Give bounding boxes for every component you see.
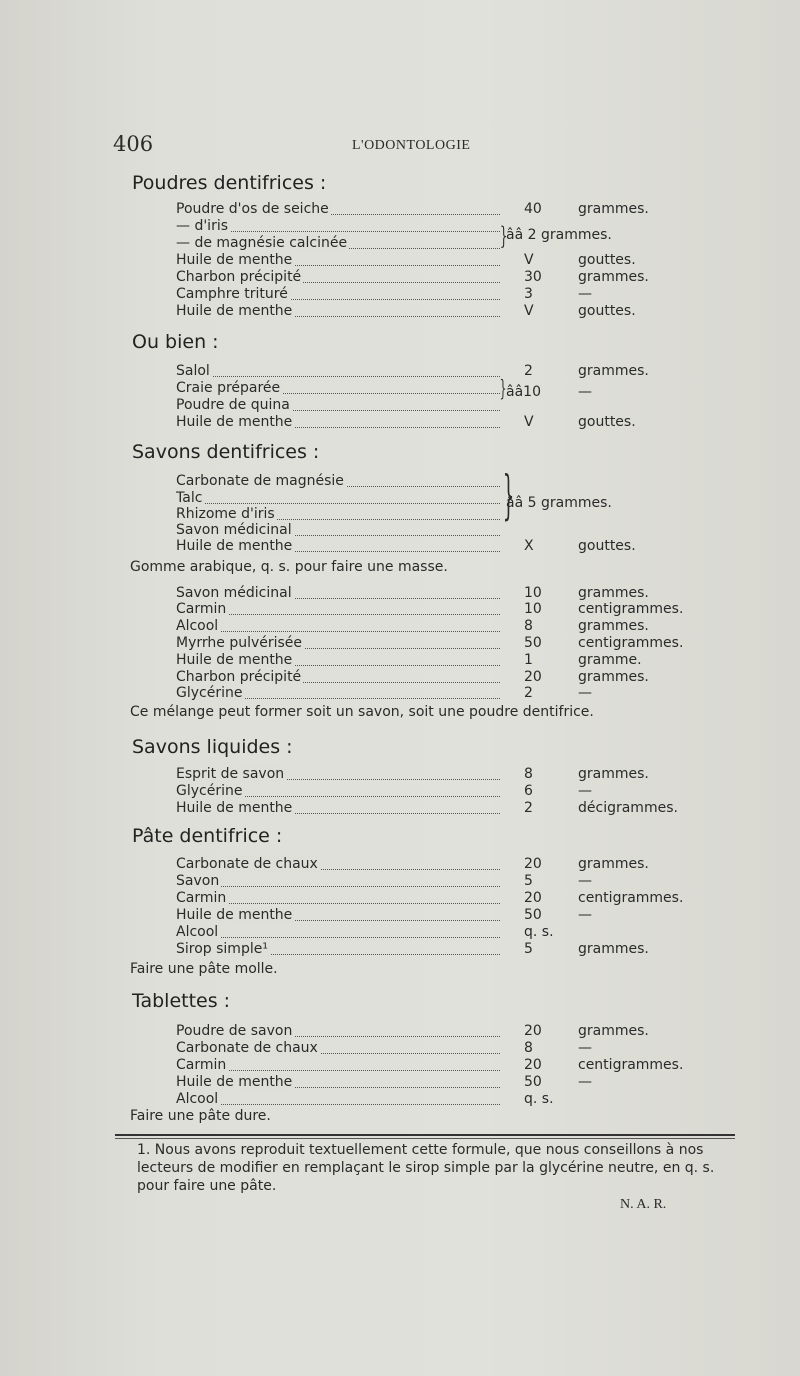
shared-unit-text: — xyxy=(578,384,592,400)
quantity: q. s. xyxy=(524,1091,554,1107)
unit: gouttes. xyxy=(578,414,636,430)
unit: grammes. xyxy=(578,618,649,634)
instruction-note: Faire une pâte molle. xyxy=(130,961,278,977)
shared-quantity-text: ââ 2 grammes. xyxy=(506,227,612,243)
quantity: 3 xyxy=(524,286,533,302)
unit: — xyxy=(578,1040,592,1056)
ingredient-name: — de magnésie calcinée xyxy=(176,235,348,251)
ingredient-name: Huile de menthe xyxy=(176,1074,293,1090)
shared-unit xyxy=(578,383,592,401)
shared-quantity-text: ââ 5 grammes. xyxy=(506,495,612,511)
ingredient-name: Savon médicinal xyxy=(176,522,292,538)
unit: — xyxy=(578,873,592,889)
ingredient-name: Huile de menthe xyxy=(176,652,293,668)
footnote-text: 1. Nous avons reproduit textuellement cette formule, que nous conseillons à nos lecteurs de modifier en remplaçant le sirop simple par la glycérine neutre, en q. s. pour faire une pâte. xyxy=(137,1142,715,1194)
ingredient-name: Huile de menthe xyxy=(176,303,293,319)
instruction-note: Ce mélange peut former soit un savon, soit une poudre dentifrice. xyxy=(130,704,594,720)
quantity: 50 xyxy=(524,907,542,923)
unit: grammes. xyxy=(578,585,649,601)
ingredient-name: Craie préparée xyxy=(176,380,281,396)
ingredient-name: Huile de menthe xyxy=(176,538,293,554)
quantity: 20 xyxy=(524,856,542,872)
instruction-note: Gomme arabique, q. s. pour faire une masse. xyxy=(130,559,448,575)
ingredient-name: Rhizome d'iris xyxy=(176,506,275,522)
instruction-note: Faire une pâte dure. xyxy=(130,1108,271,1124)
quantity: 8 xyxy=(524,618,533,634)
unit: grammes. xyxy=(578,941,649,957)
shared-quantity xyxy=(506,383,541,401)
brace-icon: } xyxy=(502,466,515,526)
ingredient-name: Esprit de savon xyxy=(176,766,285,782)
ingredient-name: Savon médicinal xyxy=(176,585,292,601)
quantity: 2 xyxy=(524,685,533,701)
quantity: 20 xyxy=(524,890,542,906)
unit: gouttes. xyxy=(578,252,636,268)
quantity: 1 xyxy=(524,652,533,668)
unit: décigrammes. xyxy=(578,800,678,816)
ingredient-name: Myrrhe pulvérisée xyxy=(176,635,303,651)
unit: centigrammes. xyxy=(578,1057,684,1073)
quantity: X xyxy=(524,538,534,554)
ingredient-name: Carmin xyxy=(176,1057,227,1073)
ingredient-name: Poudre d'os de seiche xyxy=(176,201,329,217)
brace-icon: } xyxy=(499,377,507,402)
ingredient-name: Salol xyxy=(176,363,210,379)
ingredient-name: Glycérine xyxy=(176,685,243,701)
unit: grammes. xyxy=(578,269,649,285)
ingredient-name: Charbon précipité xyxy=(176,669,302,685)
ingredient-name: Savon xyxy=(176,873,220,889)
ingredient-name: Carmin xyxy=(176,601,227,617)
quantity: 2 xyxy=(524,363,533,379)
ingredient-name: Sirop simple¹ xyxy=(176,941,268,957)
quantity: 5 xyxy=(524,873,533,889)
ingredient-name: Carbonate de magnésie xyxy=(176,473,344,489)
ingredient-name: Carbonate de chaux xyxy=(176,1040,318,1056)
ingredient-name: Poudre de savon xyxy=(176,1023,293,1039)
quantity: 10 xyxy=(524,585,542,601)
quantity: 30 xyxy=(524,269,542,285)
page-number: 406 xyxy=(113,132,154,156)
unit: gouttes. xyxy=(578,303,636,319)
unit: — xyxy=(578,1074,592,1090)
quantity: 50 xyxy=(524,635,542,651)
section-title: Savons dentifrices : xyxy=(132,441,320,463)
quantity: V xyxy=(524,252,534,268)
section-title: Tablettes : xyxy=(132,990,231,1012)
unit: gouttes. xyxy=(578,538,636,554)
running-title: L'ODONTOLOGIE xyxy=(352,138,471,153)
quantity: 6 xyxy=(524,783,533,799)
unit: grammes. xyxy=(578,856,649,872)
footnote-signature: N. A. R. xyxy=(620,1197,667,1212)
unit: grammes. xyxy=(578,766,649,782)
unit: centigrammes. xyxy=(578,601,684,617)
unit: centigrammes. xyxy=(578,890,684,906)
ingredient-name: Camphre trituré xyxy=(176,286,288,302)
ingredient-name: — d'iris xyxy=(176,218,229,234)
quantity: 20 xyxy=(524,1023,542,1039)
unit: — xyxy=(578,685,592,701)
section-title: Ou bien : xyxy=(132,331,219,353)
ingredient-name: Huile de menthe xyxy=(176,800,293,816)
quantity: 20 xyxy=(524,1057,542,1073)
quantity: 2 xyxy=(524,800,533,816)
footnote-rule xyxy=(115,1138,735,1139)
quantity: 8 xyxy=(524,1040,533,1056)
section-title: Pâte dentifrice : xyxy=(132,825,283,847)
section-title: Poudres dentifrices : xyxy=(132,172,327,194)
quantity: V xyxy=(524,414,534,430)
section-title: Savons liquides : xyxy=(132,736,293,758)
unit: — xyxy=(578,783,592,799)
leader-dots xyxy=(176,1086,500,1105)
quantity: 50 xyxy=(524,1074,542,1090)
ingredient-name: Carbonate de chaux xyxy=(176,856,318,872)
ingredient-name: Talc xyxy=(176,490,203,506)
quantity: 40 xyxy=(524,201,542,217)
quantity: 10 xyxy=(524,601,542,617)
ingredient-name: Alcool xyxy=(176,924,219,940)
quantity: 8 xyxy=(524,766,533,782)
brace-icon: } xyxy=(499,222,508,250)
unit: grammes. xyxy=(578,1023,649,1039)
ingredient-name: Huile de menthe xyxy=(176,414,293,430)
unit: grammes. xyxy=(578,669,649,685)
ingredient-name: Carmin xyxy=(176,890,227,906)
ingredient-name: Huile de menthe xyxy=(176,907,293,923)
ingredient-name: Alcool xyxy=(176,618,219,634)
ingredient-name: Charbon précipité xyxy=(176,269,302,285)
unit: centigrammes. xyxy=(578,635,684,651)
unit: — xyxy=(578,286,592,302)
unit: — xyxy=(578,907,592,923)
quantity: 20 xyxy=(524,669,542,685)
unit: grammes. xyxy=(578,363,649,379)
ingredient-name: Huile de menthe xyxy=(176,252,293,268)
quantity: q. s. xyxy=(524,924,554,940)
footnote-rule xyxy=(115,1134,735,1136)
shared-quantity xyxy=(506,494,612,512)
quantity: 5 xyxy=(524,941,533,957)
page-header xyxy=(0,130,800,160)
shared-quantity-text: ââ10 xyxy=(506,384,541,400)
ingredient-name: Alcool xyxy=(176,1091,219,1107)
unit: grammes. xyxy=(578,201,649,217)
ingredient-name: Poudre de quina xyxy=(176,397,290,413)
ingredient-name: Glycérine xyxy=(176,783,243,799)
quantity: V xyxy=(524,303,534,319)
shared-quantity xyxy=(506,226,612,244)
unit: gramme. xyxy=(578,652,642,668)
